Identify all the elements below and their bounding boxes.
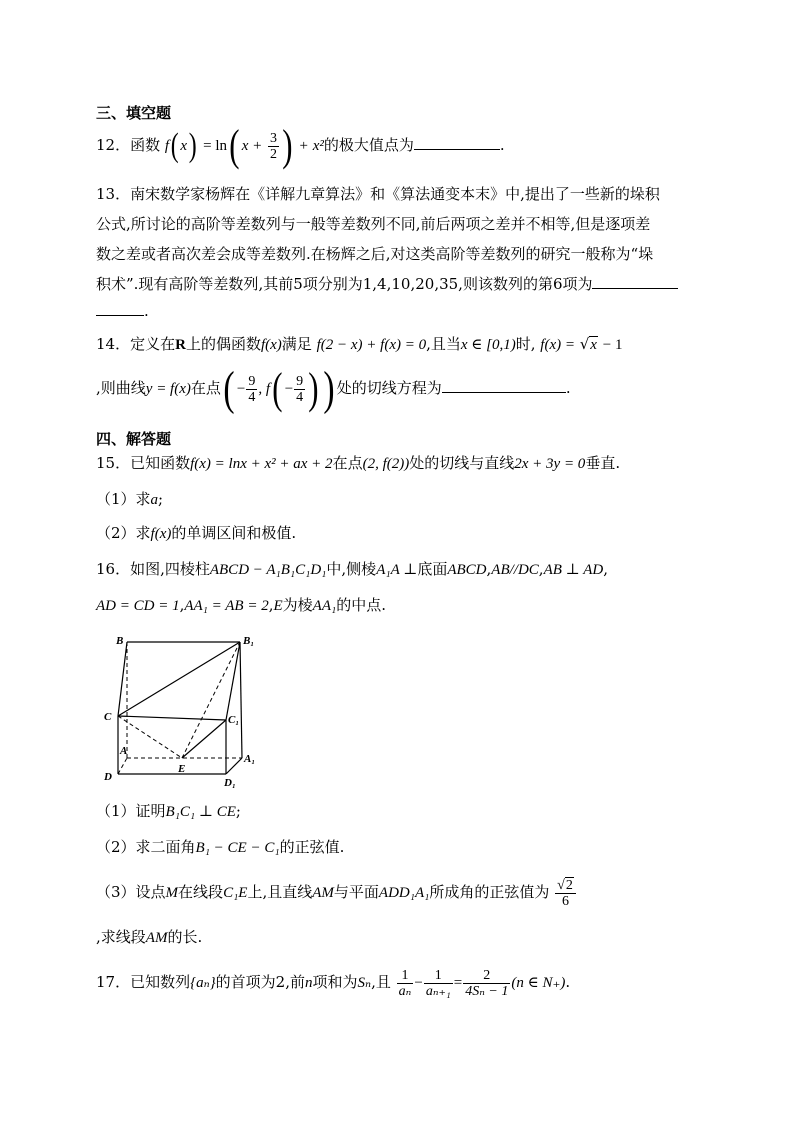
q16-text: 的中点. bbox=[336, 596, 386, 614]
q16-comma: , bbox=[538, 560, 544, 578]
section-3-heading bbox=[96, 102, 171, 124]
edge-CE bbox=[118, 716, 182, 758]
q16-AM: AM bbox=[145, 930, 168, 946]
q14-R: R bbox=[175, 337, 186, 353]
q16-part1-label: （1）证明 bbox=[96, 802, 166, 820]
paren-open: ( bbox=[272, 364, 283, 413]
question-13-line-1 bbox=[96, 183, 660, 205]
q13-text: 13．南宋数学家杨辉在《详解九章算法》和《算法通变本末》中,提出了一些新的垛积 bbox=[96, 185, 660, 203]
q14-end: . bbox=[565, 379, 571, 397]
q17-f2-numerator: 1 bbox=[424, 968, 453, 984]
q16-AA1: AA₁ bbox=[312, 598, 337, 614]
q17-text: 17．已知数列 bbox=[96, 973, 191, 991]
label-B: B bbox=[116, 635, 124, 647]
edge-DA bbox=[118, 758, 127, 774]
q17-f1-numerator: 1 bbox=[397, 968, 414, 984]
q16-perp: AB ⊥ AD bbox=[543, 562, 604, 578]
section-4-heading bbox=[96, 428, 171, 450]
edge-BC bbox=[118, 642, 127, 716]
q15-function: f(x) = lnx + x² + ax + 2 bbox=[190, 456, 333, 472]
edge-CC1 bbox=[118, 716, 226, 720]
q16-part2-label: （2）求二面角 bbox=[96, 838, 196, 856]
q14-numerator: 9 bbox=[296, 373, 304, 389]
paren-close: ) bbox=[323, 362, 335, 415]
q12-plus: + bbox=[299, 138, 308, 154]
q12-ln: = ln bbox=[203, 138, 228, 154]
q15-part1-end: ; bbox=[158, 490, 164, 508]
section-4-title: 四、解答题 bbox=[96, 430, 172, 448]
q12-end: . bbox=[499, 136, 505, 154]
q16-text: 16．如图,四棱柱 bbox=[96, 560, 210, 578]
answer-blank[interactable] bbox=[414, 135, 500, 150]
q17-equals: = bbox=[453, 975, 463, 991]
q12-numerator: 3 bbox=[270, 130, 278, 146]
q16-part1-end: ; bbox=[235, 802, 241, 820]
paren-open: ( bbox=[223, 362, 235, 415]
paren-close: ) bbox=[188, 127, 197, 164]
q16-part2-text: 的正弦值. bbox=[279, 838, 345, 856]
q14-numerator: 9 bbox=[248, 373, 256, 389]
q14-minus: − bbox=[236, 381, 246, 397]
prism-hidden-edges bbox=[118, 642, 242, 774]
q12-denominator: 2 bbox=[270, 146, 278, 162]
q14-text: ,且当 bbox=[426, 335, 461, 353]
prism-solid-edges bbox=[118, 642, 242, 774]
paren-open: ( bbox=[229, 121, 240, 170]
q16-comma: , bbox=[268, 596, 274, 614]
question-13-line-5 bbox=[96, 300, 149, 322]
q16-text: 为棱 bbox=[282, 596, 313, 614]
q16-sqrt-2: 2 bbox=[565, 877, 573, 893]
q16-comma: , bbox=[603, 560, 609, 578]
q14-interval: x ∈ [0,1) bbox=[460, 337, 516, 353]
question-14-line-2 bbox=[96, 362, 571, 415]
q14-text: 时, bbox=[515, 335, 536, 353]
section-3-title: 三、填空题 bbox=[96, 104, 172, 122]
q16-text: 在线段 bbox=[178, 883, 224, 901]
q13-text: 积术”.现有高阶等差数列,其前5项分别为1,4,10,20,35,则该数列的第6项为 bbox=[96, 275, 593, 293]
q17-end: . bbox=[565, 973, 571, 991]
edge-CB1 bbox=[118, 642, 240, 716]
q17-n: n bbox=[304, 975, 313, 991]
q16-parallel: AB//DC bbox=[491, 562, 539, 578]
q16-text: ,求线段 bbox=[96, 928, 146, 946]
edge-D1A1 bbox=[226, 758, 242, 774]
q15-text: 在点 bbox=[332, 454, 363, 472]
q14-denominator: 4 bbox=[248, 389, 256, 405]
q14-comma-f: , f bbox=[258, 381, 271, 397]
q12-x-plus: x + bbox=[241, 138, 263, 154]
q16-base: ABCD bbox=[447, 562, 487, 578]
question-14-line-1: 14．定义在R上的偶函数f(x)满足 f(2 − x) + f(x) = 0,且当x ∈ [0,1)时, f(x) = √x − 1 bbox=[96, 335, 623, 353]
q15-text: 已知函数 bbox=[130, 454, 191, 472]
q15-text: 处的切线与直线 bbox=[409, 454, 515, 472]
q17-f1-denominator: aₙ bbox=[398, 983, 412, 999]
q16-part2-math: B₁ − CE − C₁ bbox=[195, 840, 280, 856]
q16-text: 上,且直线 bbox=[247, 883, 313, 901]
q16-edge: A₁A ⊥ bbox=[376, 562, 418, 578]
q16-text: 底面 bbox=[417, 560, 448, 578]
q16-text: 的长. bbox=[167, 928, 203, 946]
q17-Sn: Sₙ bbox=[357, 975, 372, 991]
q16-lengths: AD = CD = 1 bbox=[96, 598, 180, 614]
q14-text: 上的偶函数 bbox=[185, 335, 261, 353]
question-17 bbox=[96, 962, 570, 1003]
q15-part2-text: 的单调区间和极值. bbox=[171, 524, 297, 542]
q12-text-post: 的极大值点为 bbox=[323, 136, 414, 154]
q14-minus: − bbox=[284, 381, 294, 397]
q14-equation: f(2 − x) + f(x) = 0 bbox=[316, 337, 427, 353]
q17-text: 的首项为2,前 bbox=[215, 973, 305, 991]
q12-f: f bbox=[164, 138, 170, 154]
question-15-part-2 bbox=[96, 522, 296, 545]
question-16-part-1 bbox=[96, 800, 241, 823]
q14-fx: f(x) bbox=[260, 337, 282, 353]
question-12 bbox=[96, 121, 505, 170]
q15-part1-label: （1）求 bbox=[96, 490, 151, 508]
q16-text: 与平面 bbox=[333, 883, 379, 901]
q16-text: 中,侧棱 bbox=[326, 560, 377, 578]
q17-fraction-3 bbox=[463, 968, 510, 999]
q12-xsq: x² bbox=[312, 138, 324, 154]
q13-end: . bbox=[144, 302, 149, 320]
q17-fraction-1 bbox=[397, 968, 414, 999]
q15-point: (2, f(2)) bbox=[362, 456, 410, 472]
q17-domain: (n ∈ N₊) bbox=[511, 975, 566, 991]
q12-fraction bbox=[268, 131, 279, 162]
q16-AM: AM bbox=[312, 885, 334, 901]
q14-number: 14． bbox=[96, 335, 131, 353]
q12-text: 函数 bbox=[130, 136, 161, 154]
q17-f3-denominator: 4Sₙ − 1 bbox=[465, 983, 509, 999]
edge-B1A1 bbox=[240, 642, 242, 758]
label-D1: D₁ bbox=[224, 777, 236, 789]
q16-C1E: C₁E bbox=[223, 885, 248, 901]
q16-sine-fraction bbox=[555, 878, 576, 909]
q17-text: 项和为 bbox=[312, 973, 358, 991]
paren-open: ( bbox=[170, 127, 179, 164]
q17-f3-numerator: 2 bbox=[463, 968, 510, 984]
label-A1: A₁ bbox=[244, 753, 256, 765]
q15-var-a: a bbox=[150, 492, 159, 508]
label-C: C bbox=[104, 711, 112, 723]
prism-figure bbox=[100, 632, 260, 792]
label-E: E bbox=[178, 763, 186, 775]
q16-prism: ABCD − A₁B₁C₁D₁ bbox=[209, 562, 327, 578]
question-16-line-2 bbox=[96, 594, 386, 617]
q13-text: 数之差或者高次差会成等差数列.在杨辉之后,对这类高阶等差数列的研究一般称为“垛 bbox=[96, 245, 654, 263]
question-13-line-4 bbox=[96, 273, 678, 295]
question-15-line-1 bbox=[96, 452, 620, 475]
q17-fraction-2 bbox=[424, 968, 453, 999]
q15-part2-label: （2）求 bbox=[96, 524, 151, 542]
q14-text: 在点 bbox=[190, 379, 221, 397]
label-B1: B₁ bbox=[243, 635, 255, 647]
q16-plane: ADD₁A₁ bbox=[378, 885, 430, 901]
q16-part3-label: （3）设点 bbox=[96, 883, 166, 901]
q13-text: 公式,所讨论的高阶等差数列与一般等差数列不同,前后两项之差并不相等,但是逐项差 bbox=[96, 215, 651, 233]
q14-fx-eq: f(x) = bbox=[540, 337, 575, 353]
q17-text: ,且 bbox=[371, 973, 391, 991]
q15-text: 垂直. bbox=[585, 454, 621, 472]
q15-fx: f(x) bbox=[150, 526, 172, 542]
q14-sqrt-x: x bbox=[590, 337, 597, 353]
q14-denominator: 4 bbox=[296, 389, 304, 405]
label-C1: C₁ bbox=[228, 714, 240, 726]
question-16-part-3 bbox=[96, 874, 577, 911]
q14-minus-one: − 1 bbox=[602, 337, 623, 353]
q16-E: E bbox=[273, 598, 283, 614]
q12-x: x bbox=[180, 138, 188, 154]
paren-close: ) bbox=[308, 364, 319, 413]
q15-number: 15． bbox=[96, 454, 131, 472]
q14-fraction-2 bbox=[294, 374, 305, 405]
answer-blank[interactable] bbox=[442, 378, 566, 393]
q14-text: 处的切线方程为 bbox=[336, 379, 442, 397]
q15-line: 2x + 3y = 0 bbox=[514, 456, 586, 472]
paren-close: ) bbox=[282, 121, 293, 170]
q16-comma: , bbox=[179, 596, 185, 614]
answer-blank[interactable] bbox=[96, 301, 144, 316]
q14-fraction-1 bbox=[246, 374, 257, 405]
q12-number: 12． bbox=[96, 136, 131, 154]
question-16-line-1 bbox=[96, 558, 608, 581]
answer-blank[interactable] bbox=[592, 274, 678, 289]
q16-comma: , bbox=[486, 560, 492, 578]
q16-part1-math: B₁C₁ ⊥ CE bbox=[165, 804, 236, 820]
q17-f2-denominator: aₙ₊₁ bbox=[425, 983, 451, 999]
q14-text: ,则曲线 bbox=[96, 379, 146, 397]
q16-lengths-2: AA₁ = AB = 2 bbox=[184, 598, 269, 614]
q14-text: 满足 bbox=[281, 335, 312, 353]
q16-M: M bbox=[165, 885, 179, 901]
q16-sine-denominator: 6 bbox=[561, 893, 569, 909]
question-16-part-2 bbox=[96, 836, 344, 859]
q14-text: 定义在 bbox=[130, 335, 176, 353]
label-A: A bbox=[120, 745, 128, 757]
q16-text: 所成角的正弦值为 bbox=[429, 883, 550, 901]
edge-B1C1 bbox=[226, 642, 240, 720]
q17-sequence: {aₙ} bbox=[190, 975, 216, 991]
label-D: D bbox=[104, 771, 112, 783]
question-13-line-3 bbox=[96, 243, 653, 265]
question-13-line-2 bbox=[96, 213, 650, 235]
q14-curve: y = f(x) bbox=[145, 381, 191, 397]
q16-sine-numerator: √2 bbox=[555, 878, 576, 894]
question-15-part-1 bbox=[96, 488, 163, 511]
question-16-part-3-line-2 bbox=[96, 926, 202, 949]
q17-minus: − bbox=[414, 975, 423, 991]
edge-EC1 bbox=[182, 720, 226, 758]
